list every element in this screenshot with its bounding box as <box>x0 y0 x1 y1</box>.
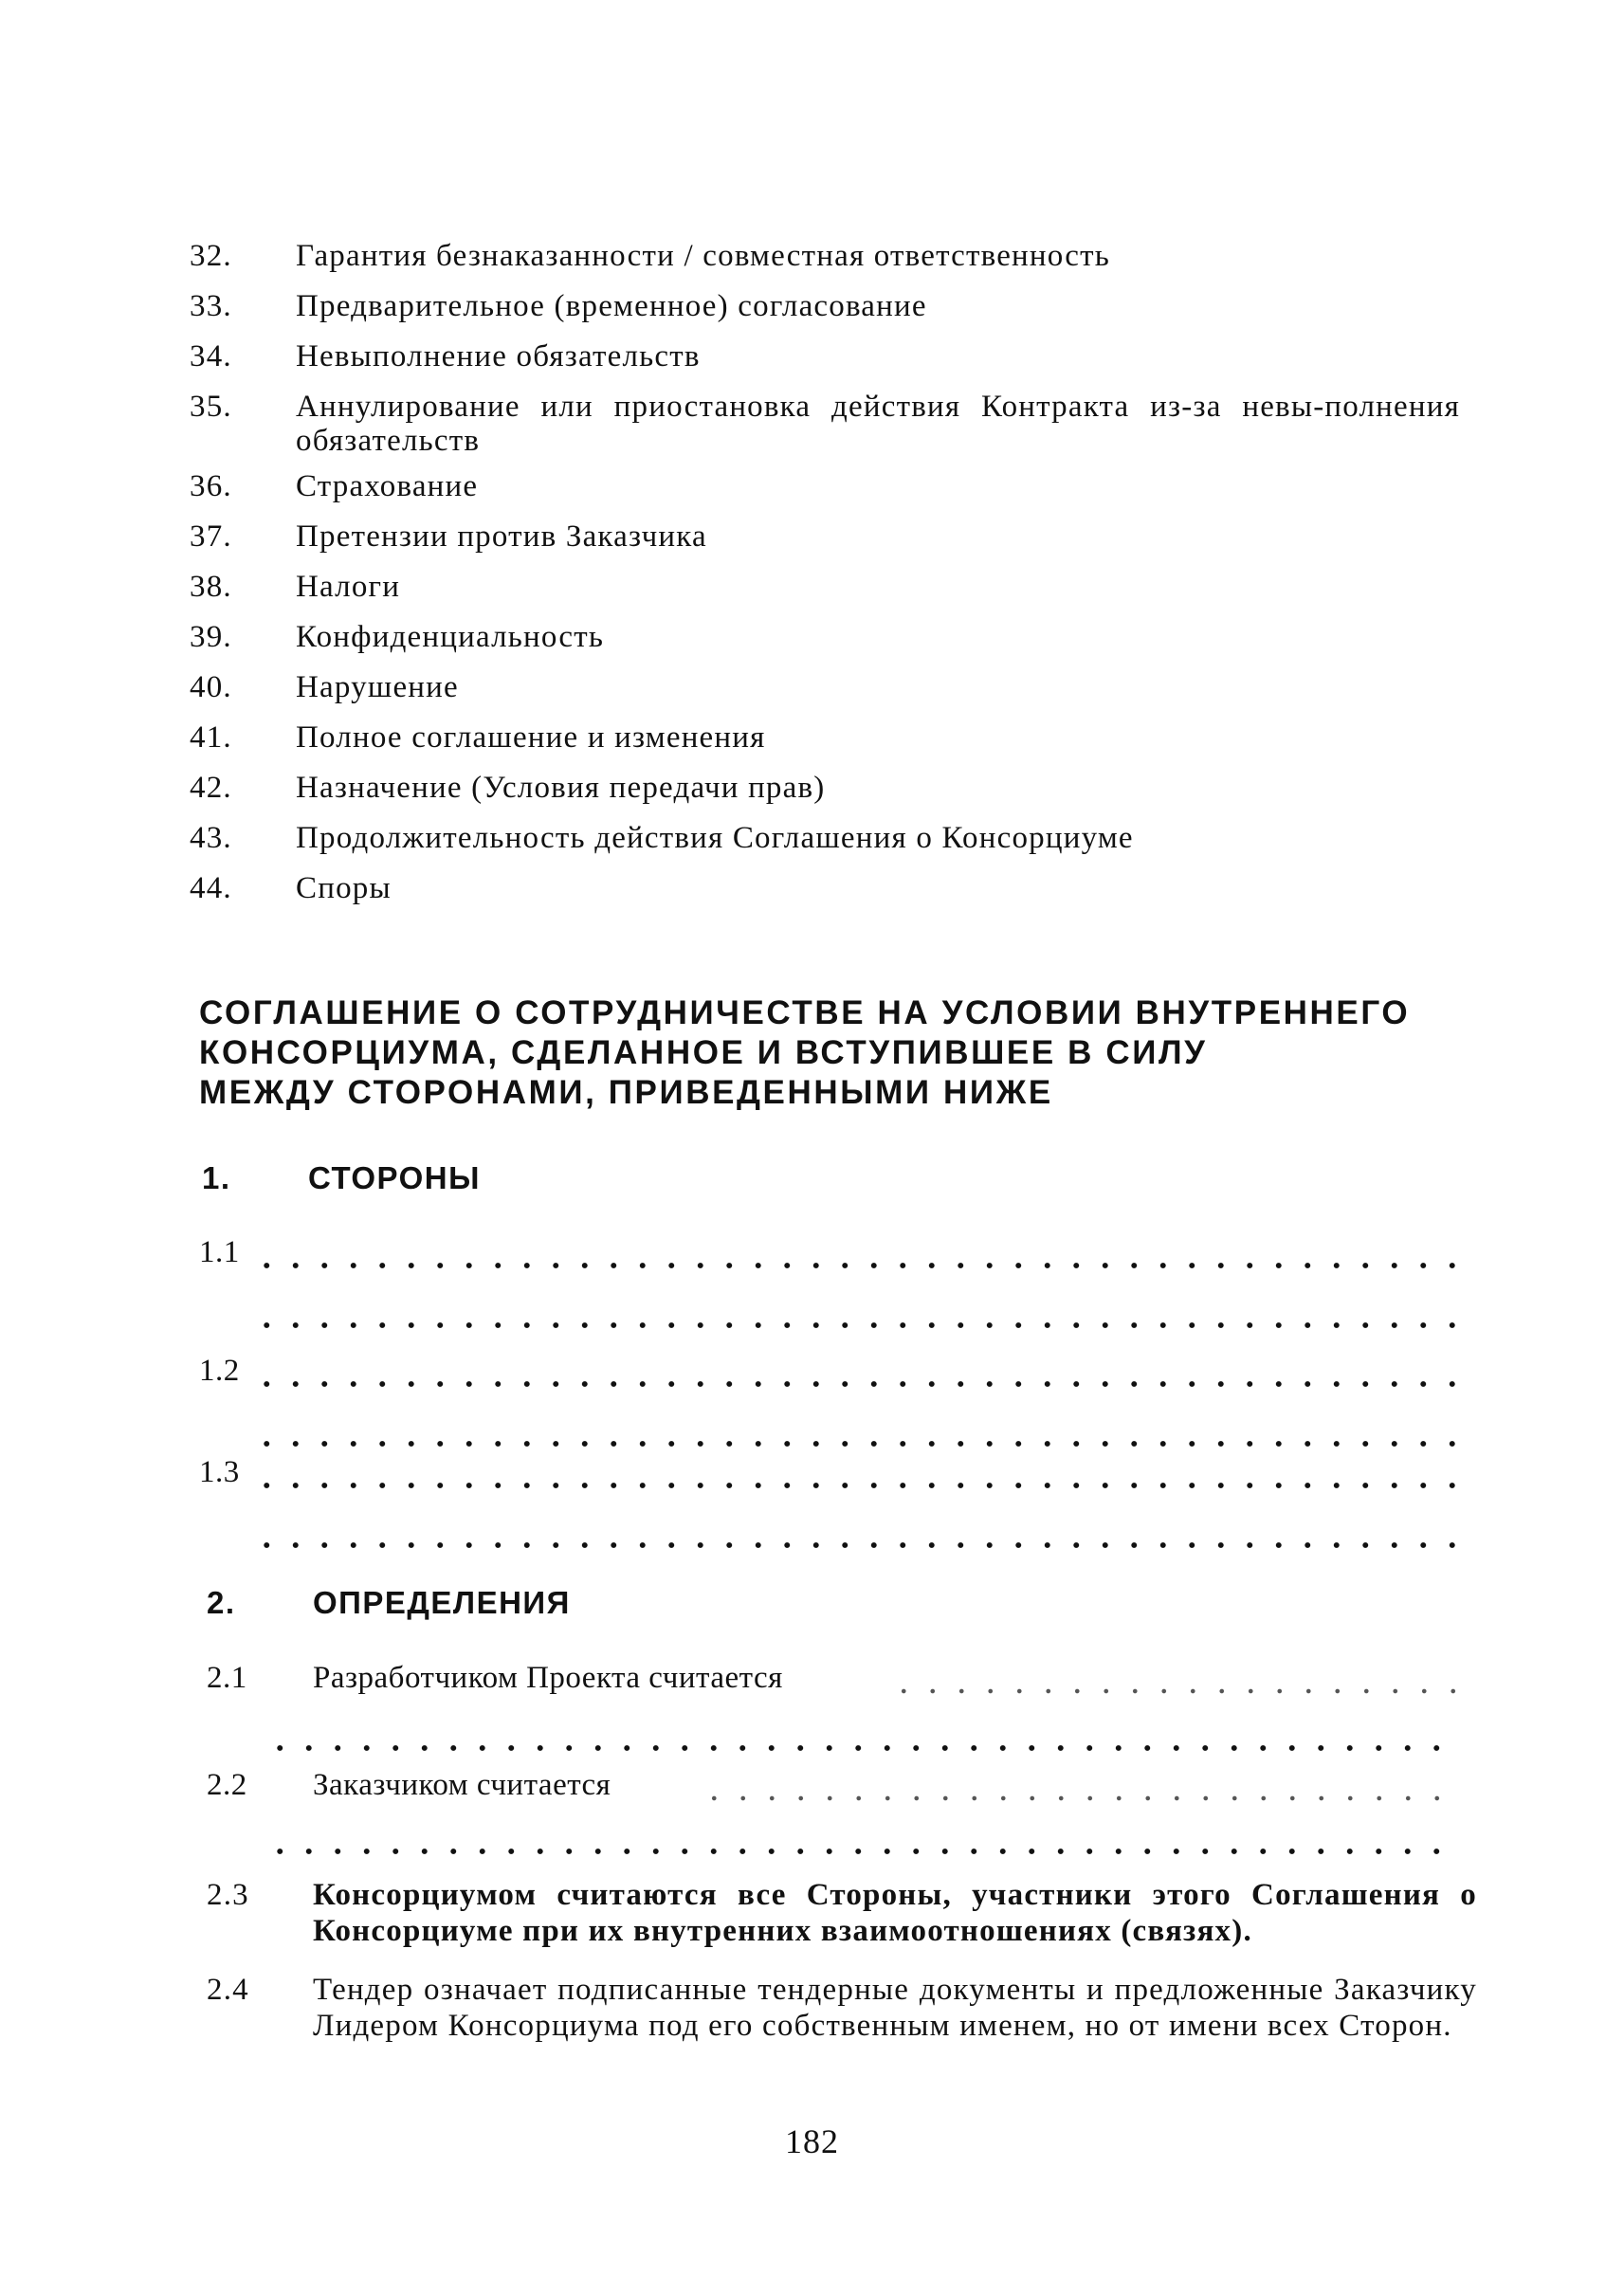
toc-item-number: 33. <box>190 289 232 323</box>
toc-item <box>190 469 1460 503</box>
toc-item-number: 35. <box>190 390 232 424</box>
definition-item <box>207 1972 1477 2044</box>
toc-item-number: 42. <box>190 771 232 805</box>
party-line-number: 1.2 <box>199 1354 240 1388</box>
toc-item-text: Претензии против Заказчика <box>296 519 707 554</box>
dotted-leader <box>265 1744 1460 1752</box>
toc-item-number: 40. <box>190 670 232 704</box>
toc-item <box>190 239 1460 273</box>
toc-item-number: 44. <box>190 871 232 905</box>
toc-item-number: 34. <box>190 339 232 373</box>
definition-line-continuation <box>265 1821 1460 1855</box>
definition-text: Консорциумом считаются все Стороны, участники этого Соглашения о Консорциуме при их внутренних взаимоотношениях (связях). <box>313 1878 1477 1948</box>
toc-item <box>190 871 1460 905</box>
toc-item-number: 39. <box>190 620 232 654</box>
toc-item-text: Предварительное (временное) согласование <box>296 289 927 323</box>
toc-item <box>190 670 1460 704</box>
definition-number: 2.1 <box>207 1661 247 1695</box>
toc-item-number: 43. <box>190 821 232 855</box>
dotted-leader <box>889 1687 1460 1695</box>
toc-item-number: 41. <box>190 720 232 755</box>
definition-number: 2.3 <box>207 1878 249 1912</box>
toc-item-text: Продолжительность действия Соглашения о Консорциуме <box>296 821 1134 855</box>
toc-item-number: 37. <box>190 519 232 554</box>
party-line <box>199 1235 1460 1269</box>
toc-item-text: Конфиденциальность <box>296 620 605 654</box>
toc-item-text: Нарушение <box>296 670 459 704</box>
toc-item <box>190 771 1460 805</box>
definition-number: 2.4 <box>207 1973 249 2007</box>
toc-item-text: Назначение (Условия передачи прав) <box>296 771 826 805</box>
definition-line-continuation <box>265 1718 1460 1752</box>
toc-item-text: Страхование <box>296 469 479 503</box>
page-number: 182 <box>785 2122 839 2160</box>
dotted-leader <box>265 1848 1460 1855</box>
toc-item <box>190 289 1460 323</box>
toc-item-text: Аннулирование или приостановка действия Контракта из-за невы-полнения обязательств <box>296 390 1460 458</box>
dotted-leader <box>252 1482 1460 1489</box>
definition-item <box>207 1877 1477 1949</box>
toc-item-text: Споры <box>296 871 392 905</box>
definition-text: Тендер означает подписанные тендерные документы и предложенные Заказчику Лидером Консорциума под его собственным именем, но от имени всех Сторон. <box>313 1973 1477 2043</box>
toc-item-text: Гарантия безнаказанности / совместная ответственность <box>296 239 1110 273</box>
section-title: СТОРОНЫ <box>308 1160 481 1195</box>
dotted-leader <box>252 1440 1460 1448</box>
dotted-leader <box>252 1321 1460 1329</box>
toc-item-text: Налоги <box>296 570 401 604</box>
agreement-title: СОГЛАШЕНИЕ О СОТРУДНИЧЕСТВЕ НА УСЛОВИИ ВНУТРЕННЕГО КОНСОРЦИУМА, СДЕЛАННОЕ И ВСТУПИВШЕЕ В СИЛУ МЕЖДУ СТОРОНАМИ, ПРИВЕДЕННЫМИ НИЖЕ <box>199 994 1411 1111</box>
dotted-leader <box>700 1794 1460 1802</box>
toc-item <box>190 339 1460 373</box>
party-line-continuation <box>252 1413 1460 1448</box>
party-line-number: 1.3 <box>199 1455 240 1489</box>
definition-number: 2.2 <box>207 1768 247 1802</box>
toc-item <box>190 720 1460 755</box>
definition-text: Заказчиком считается <box>313 1768 611 1802</box>
section-heading-definitions <box>207 1585 571 1621</box>
party-line <box>199 1455 1460 1489</box>
toc-item <box>190 620 1460 654</box>
toc-item-number: 38. <box>190 570 232 604</box>
section-number: 1. <box>202 1160 231 1195</box>
toc-item-text: Невыполнение обязательств <box>296 339 701 373</box>
dotted-leader <box>252 1541 1460 1549</box>
dotted-leader <box>252 1262 1460 1269</box>
section-heading-parties <box>202 1160 481 1196</box>
toc-item-text: Полное соглашение и изменения <box>296 720 766 755</box>
definition-line <box>207 1768 1460 1802</box>
dotted-leader <box>252 1380 1460 1388</box>
toc-item <box>190 519 1460 554</box>
toc-list <box>190 239 1460 921</box>
toc-item-number: 32. <box>190 239 232 273</box>
party-line-continuation <box>252 1295 1460 1329</box>
party-line-number: 1.1 <box>199 1235 240 1269</box>
party-line <box>199 1354 1460 1388</box>
toc-item <box>190 821 1460 855</box>
party-line-continuation <box>252 1515 1460 1549</box>
section-number: 2. <box>207 1585 236 1620</box>
section-title: ОПРЕДЕЛЕНИЯ <box>313 1585 571 1620</box>
toc-item <box>190 390 1460 458</box>
toc-item <box>190 570 1460 604</box>
definition-line <box>207 1661 1460 1695</box>
toc-item-number: 36. <box>190 469 232 503</box>
definition-text: Разработчиком Проекта считается <box>313 1661 783 1695</box>
